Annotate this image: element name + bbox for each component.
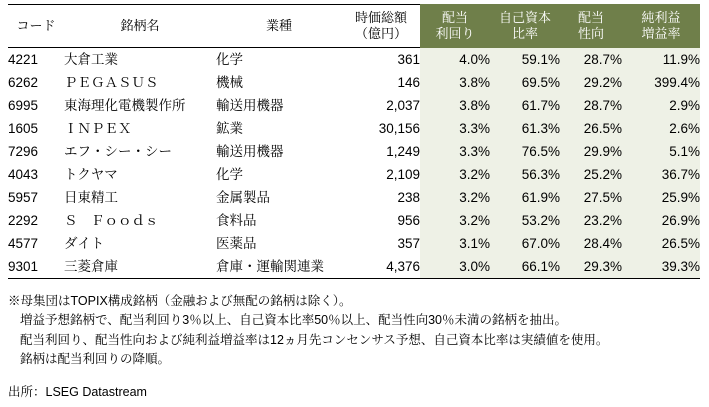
cell-sector: 機械 [216, 75, 243, 90]
cell-sector: 化学 [216, 52, 243, 67]
cell-profit-growth: 26.5% [622, 232, 700, 255]
footnotes [8, 292, 702, 370]
cell-sector: 鉱業 [216, 121, 243, 136]
cell-name: エフ・シー・シー [64, 144, 172, 159]
cell-sector: 輸送用機器 [216, 144, 284, 159]
cell-sector: 金属製品 [216, 190, 270, 205]
cell-profit-growth: 36.7% [622, 163, 700, 186]
cell-payout-ratio: 27.5% [560, 186, 622, 209]
cell-code: 5957 [8, 190, 39, 205]
table-row [8, 71, 700, 94]
column-header-payout-ratio [560, 5, 622, 48]
cell-payout-ratio: 29.2% [560, 71, 622, 94]
column-header-sector-line1: 業種 [265, 17, 292, 33]
cell-profit-growth: 11.9% [622, 48, 700, 72]
cell-name: ダイト [64, 236, 105, 251]
table-row [8, 48, 700, 72]
cell-sector: 化学 [216, 167, 243, 182]
source-label: 出所：LSEG Datastream [8, 385, 147, 399]
cell-payout-ratio: 28.7% [560, 48, 622, 72]
cell-name: Ｓ Ｆｏｏｄｓ [64, 213, 159, 228]
cell-equity-ratio: 61.3% [490, 117, 560, 140]
cell-equity-ratio: 69.5% [490, 71, 560, 94]
cell-payout-ratio: 25.2% [560, 163, 622, 186]
cell-code: 4221 [8, 52, 39, 67]
cell-profit-growth: 399.4% [622, 71, 700, 94]
column-header-equity-ratio [490, 5, 560, 48]
cell-market-cap: 2,109 [386, 167, 420, 182]
cell-market-cap: 146 [397, 75, 420, 90]
column-header-payout-ratio-line1: 配当 [577, 9, 604, 25]
cell-payout-ratio: 28.4% [560, 232, 622, 255]
cell-dividend-yield: 3.2% [420, 163, 490, 186]
cell-code: 9301 [8, 255, 64, 279]
table-row [8, 186, 700, 209]
column-header-payout-ratio-line2: 性向 [577, 26, 604, 41]
footnote-estimates: 配当利回り、配当性向および純利益増益率は12ヵ月先コンセンサス予想、自己資本比率は実績値を使用。 [20, 332, 609, 347]
cell-name: トクヤマ [64, 167, 118, 182]
cell-name: ＩＮＰＥＸ [64, 121, 132, 136]
column-header-market-cap [342, 5, 420, 48]
cell-dividend-yield: 3.8% [420, 71, 490, 94]
table-row [8, 140, 700, 163]
column-header-name [64, 5, 216, 48]
column-header-code-line1: コード [16, 17, 56, 33]
cell-dividend-yield: 3.0% [420, 255, 490, 279]
cell-payout-ratio: 29.9% [560, 140, 622, 163]
column-header-equity-ratio-line1: 自己資本 [498, 9, 551, 25]
column-header-profit-growth-line1: 純利益 [641, 9, 681, 25]
cell-equity-ratio: 61.7% [490, 94, 560, 117]
cell-market-cap: 4,376 [342, 255, 420, 279]
cell-market-cap: 956 [397, 213, 420, 228]
column-header-profit-growth-line2: 増益率 [641, 26, 681, 41]
footnote-universe: ※母集団はTOPIX構成銘柄（金融および無配の銘柄は除く）。 [8, 294, 352, 308]
cell-code: 2292 [8, 213, 39, 228]
cell-market-cap: 361 [397, 52, 420, 67]
table-row [8, 94, 700, 117]
footnote-screen-criteria: 増益予想銘柄で、配当利回り3％以上、自己資本比率50％以上、配当性向30％未満の銘柄を抽出。 [20, 313, 568, 328]
column-header-sector [216, 5, 342, 48]
cell-market-cap: 1,249 [386, 144, 420, 159]
cell-profit-growth: 2.9% [622, 94, 700, 117]
column-header-name-line1: 銘柄名 [120, 17, 160, 33]
column-header-dividend-yield-line1: 配当 [441, 9, 468, 25]
cell-equity-ratio: 67.0% [490, 232, 560, 255]
cell-market-cap: 357 [397, 236, 420, 251]
cell-payout-ratio: 23.2% [560, 209, 622, 232]
table-row [8, 255, 700, 279]
cell-profit-growth: 5.1% [622, 140, 700, 163]
cell-profit-growth: 25.9% [622, 186, 700, 209]
table-row [8, 209, 700, 232]
cell-dividend-yield: 3.2% [420, 186, 490, 209]
cell-equity-ratio: 66.1% [490, 255, 560, 279]
cell-dividend-yield: 3.2% [420, 209, 490, 232]
cell-payout-ratio: 26.5% [560, 117, 622, 140]
cell-code: 4577 [8, 236, 39, 251]
stock-screen-table [8, 4, 700, 279]
column-header-profit-growth [622, 5, 700, 48]
cell-name: 大倉工業 [64, 52, 118, 67]
footnote-sort-order: 銘柄は配当利回りの降順。 [20, 352, 171, 367]
column-header-equity-ratio-line2: 比率 [511, 26, 538, 41]
cell-code: 4043 [8, 167, 39, 182]
cell-code: 6262 [8, 75, 39, 90]
cell-code: 1605 [8, 121, 39, 136]
cell-dividend-yield: 4.0% [420, 48, 490, 72]
cell-sector: 食料品 [216, 213, 257, 228]
table-body [8, 48, 700, 279]
cell-name: 東海理化電機製作所 [64, 98, 186, 113]
column-header-dividend-yield [420, 5, 490, 48]
table-header-row [8, 5, 700, 48]
cell-equity-ratio: 56.3% [490, 163, 560, 186]
cell-name: 三菱倉庫 [64, 255, 216, 279]
cell-sector: 輸送用機器 [216, 98, 284, 113]
cell-profit-growth: 2.6% [622, 117, 700, 140]
cell-payout-ratio: 28.7% [560, 94, 622, 117]
table-row [8, 163, 700, 186]
cell-payout-ratio: 29.3% [560, 255, 622, 279]
cell-sector: 医薬品 [216, 236, 257, 251]
cell-equity-ratio: 76.5% [490, 140, 560, 163]
table-row [8, 232, 700, 255]
cell-dividend-yield: 3.3% [420, 140, 490, 163]
cell-dividend-yield: 3.3% [420, 117, 490, 140]
cell-dividend-yield: 3.1% [420, 232, 490, 255]
cell-dividend-yield: 3.8% [420, 94, 490, 117]
table-row [8, 117, 700, 140]
cell-equity-ratio: 59.1% [490, 48, 560, 72]
cell-code: 6995 [8, 98, 39, 113]
cell-market-cap: 238 [397, 190, 420, 205]
column-header-code [8, 5, 64, 48]
column-header-dividend-yield-line2: 利回り [435, 26, 475, 41]
cell-equity-ratio: 53.2% [490, 209, 560, 232]
column-header-market-cap-line1: 時価総額 [354, 9, 407, 25]
column-header-market-cap-line2: （億円） [354, 26, 407, 41]
cell-name: ＰＥＧＡＳＵＳ [64, 75, 159, 90]
cell-equity-ratio: 61.9% [490, 186, 560, 209]
cell-code: 7296 [8, 144, 39, 159]
cell-profit-growth: 39.3% [622, 255, 700, 279]
cell-name: 日東精工 [64, 190, 118, 205]
cell-market-cap: 30,156 [378, 121, 420, 136]
cell-market-cap: 2,037 [386, 98, 420, 113]
cell-sector: 倉庫・運輸関連業 [216, 255, 342, 279]
cell-profit-growth: 26.9% [622, 209, 700, 232]
